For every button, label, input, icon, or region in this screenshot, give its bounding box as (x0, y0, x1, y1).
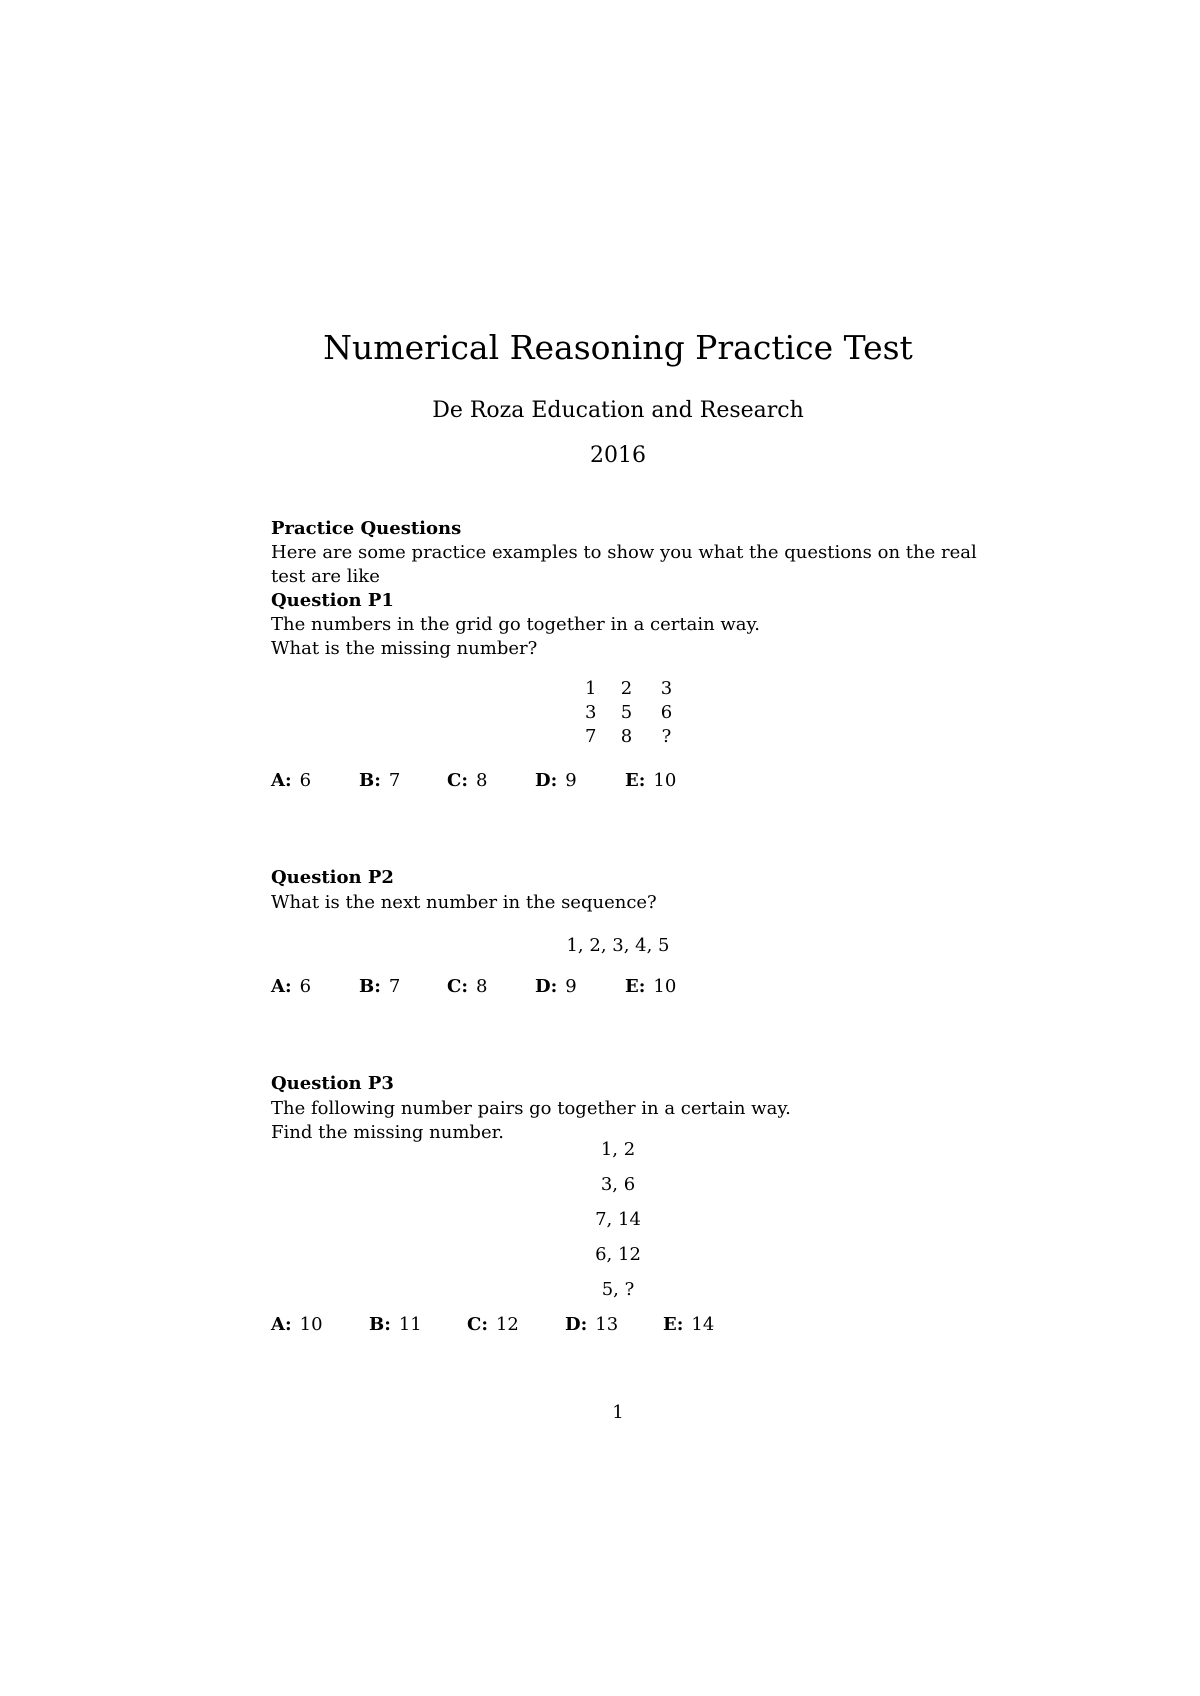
answer-option-c[interactable] (467, 1313, 517, 1337)
question-text-line: The numbers in the grid go together in a certain way. (271, 614, 761, 635)
answer-option-c[interactable] (447, 769, 487, 793)
option-value: 9 (565, 976, 577, 997)
question-heading: Question P2 (271, 867, 394, 888)
option-value: 11 (398, 1314, 422, 1335)
intro-text-line: Here are some practice examples to show you what the questions on the real (271, 542, 977, 563)
answer-option-a[interactable] (271, 1313, 321, 1337)
answer-options (271, 1313, 762, 1337)
grid-cell: 3 (585, 702, 597, 723)
option-letter: A: (271, 976, 292, 997)
number-pair: 5, ? (601, 1279, 635, 1300)
answer-option-b[interactable] (369, 1313, 422, 1337)
question-text-line: Find the missing number. (271, 1122, 504, 1143)
section-heading: Practice Questions (271, 518, 462, 539)
option-letter: D: (535, 976, 558, 997)
option-value: 10 (653, 976, 677, 997)
grid-cell: 7 (585, 726, 597, 747)
answer-option-e[interactable] (625, 975, 676, 999)
option-value: 14 (691, 1314, 715, 1335)
grid-cell: 5 (620, 702, 633, 723)
answer-option-c[interactable] (447, 975, 487, 999)
option-value: 10 (299, 1314, 323, 1335)
number-pair: 7, 14 (595, 1209, 641, 1230)
answer-options (271, 975, 724, 999)
answer-option-d[interactable] (535, 769, 577, 793)
grid-cell: 3 (660, 678, 673, 699)
page-number: 1 (612, 1402, 624, 1423)
option-letter: D: (535, 770, 558, 791)
answer-option-a[interactable] (271, 769, 311, 793)
option-letter: E: (663, 1314, 684, 1335)
option-letter: E: (625, 976, 646, 997)
document-title: Numerical Reasoning Practice Test (323, 328, 913, 367)
option-value: 8 (475, 770, 488, 791)
document-author: De Roza Education and Research (432, 398, 804, 423)
option-letter: B: (359, 976, 381, 997)
option-value: 6 (299, 976, 312, 997)
answer-option-b[interactable] (359, 769, 399, 793)
number-sequence: 1, 2, 3, 4, 5 (566, 935, 670, 956)
option-letter: C: (467, 1314, 488, 1335)
answer-options (271, 769, 724, 793)
option-value: 7 (388, 770, 401, 791)
number-pair: 6, 12 (595, 1244, 641, 1265)
document-date: 2016 (590, 443, 646, 468)
option-value: 7 (388, 976, 401, 997)
option-value: 10 (653, 770, 677, 791)
grid-cell: ? (661, 726, 672, 747)
option-letter: A: (271, 770, 292, 791)
number-grid (575, 677, 686, 749)
answer-option-d[interactable] (565, 1313, 619, 1337)
grid-row (575, 677, 686, 701)
answer-option-a[interactable] (271, 975, 311, 999)
intro-text-line: test are like (271, 566, 380, 587)
option-value: 8 (475, 976, 488, 997)
option-letter: C: (447, 770, 468, 791)
grid-cell: 6 (660, 702, 673, 723)
option-letter: E: (625, 770, 646, 791)
option-value: 12 (495, 1314, 519, 1335)
answer-option-e[interactable] (625, 769, 676, 793)
option-value: 6 (299, 770, 312, 791)
option-value: 13 (595, 1314, 619, 1335)
question-text-line: What is the next number in the sequence? (271, 892, 657, 913)
option-value: 9 (565, 770, 577, 791)
number-pair: 3, 6 (600, 1174, 636, 1195)
option-letter: D: (565, 1314, 588, 1335)
question-text-line: The following number pairs go together in a certain way. (271, 1098, 791, 1119)
option-letter: B: (359, 770, 381, 791)
answer-option-b[interactable] (359, 975, 399, 999)
question-heading: Question P1 (271, 590, 394, 611)
grid-cell: 1 (585, 678, 597, 699)
grid-row (575, 701, 686, 725)
question-text-line: What is the missing number? (271, 638, 538, 659)
answer-option-d[interactable] (535, 975, 577, 999)
number-pair: 1, 2 (600, 1139, 636, 1160)
option-letter: A: (271, 1314, 292, 1335)
option-letter: B: (369, 1314, 391, 1335)
answer-option-e[interactable] (663, 1313, 714, 1337)
option-letter: C: (447, 976, 468, 997)
grid-cell: 8 (620, 726, 633, 747)
grid-row (575, 725, 686, 749)
question-heading: Question P3 (271, 1073, 394, 1094)
grid-cell: 2 (620, 678, 633, 699)
